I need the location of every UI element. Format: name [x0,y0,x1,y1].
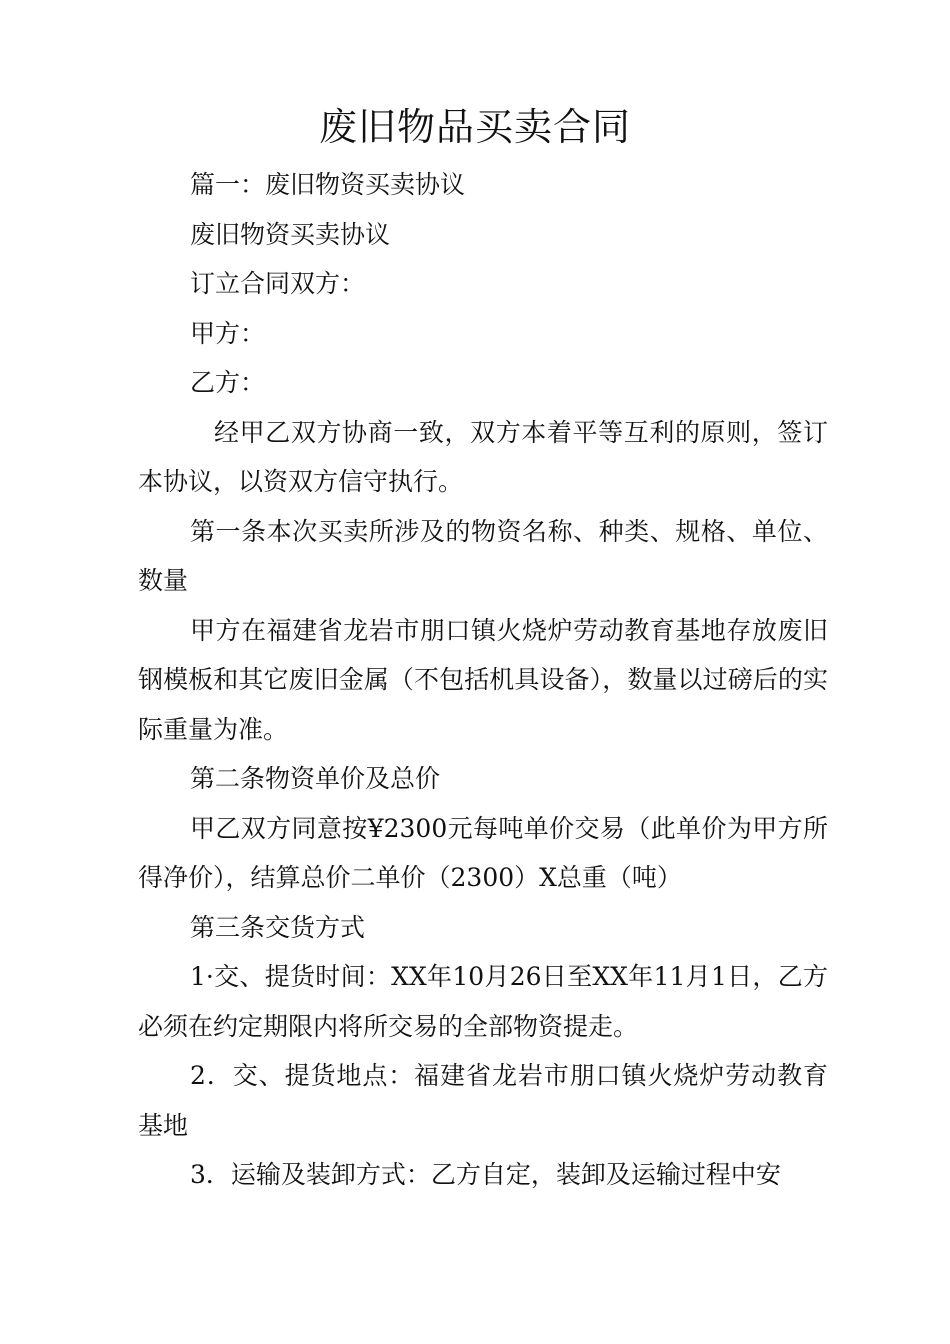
paragraph: 第二条物资单价及总价 [190,764,441,793]
paragraph: 第一条本次买卖所涉及的物资名称、种类、规格、单位、数量 [138,516,828,595]
paragraph: 篇一：废旧物资买卖协议 [190,170,466,199]
paragraph: 第三条交货方式 [190,912,366,942]
paragraph: 2．交、提货地点：福建省龙岩市朋口镇火烧炉劳动教育基地 [138,1061,828,1140]
paragraph: 甲方在福建省龙岩市朋口镇火烧炉劳动教育基地存放废旧钢模板和其它废旧金属（不包括机具设备），数量以过磅后的实际重量为准。 [138,615,828,744]
paragraph: 甲方： [190,318,266,348]
paragraph: 乙方： [190,368,266,397]
paragraph: 订立合同双方： [190,269,366,298]
paragraph: 废旧物资买卖协议 [190,219,391,249]
paragraph: 经甲乙双方协商一致，双方本着平等互利的原则，签订本协议，以资双方信守执行。 [138,417,828,496]
paragraph: 3．运输及装卸方式：乙方自定，装卸及运输过程中安 [190,1160,781,1189]
document-title: 废旧物品买卖合同 [318,105,631,149]
paragraph: 甲乙双方同意按¥2300元每吨单价交易（此单价为甲方所得净价），结算总价二单价（2300）X总重（吨） [138,813,828,892]
document-body [138,160,828,1200]
paragraph: 1·交、提货时间：XX年10月26日至XX年11月1日，乙方必须在约定期限内将所交易的全部物资提走。 [138,962,828,1041]
